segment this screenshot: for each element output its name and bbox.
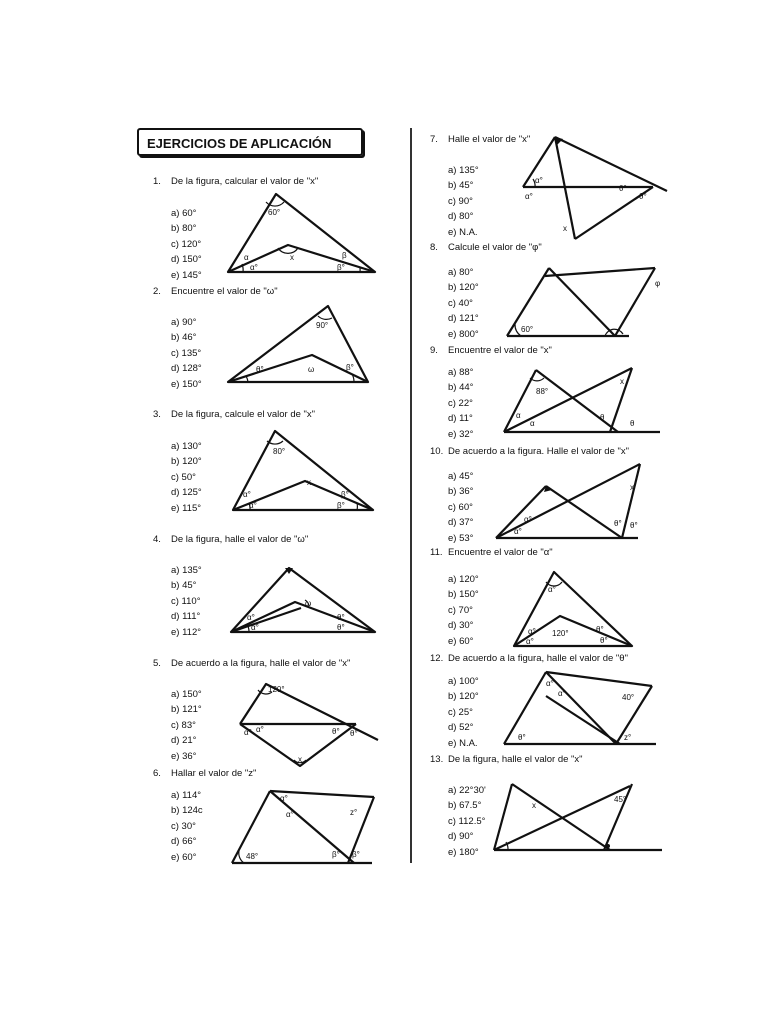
problem-number: 10. — [430, 446, 444, 457]
option[interactable]: a) 100° — [448, 676, 479, 687]
option[interactable]: b) 44° — [448, 382, 474, 394]
option[interactable]: d) 150° — [171, 254, 202, 266]
problem-1-question — [153, 176, 318, 187]
problem-3-options — [171, 439, 202, 516]
angle-label: α° — [250, 263, 258, 272]
option[interactable]: a) 80° — [448, 267, 474, 278]
option[interactable]: b) 80° — [171, 223, 197, 235]
option[interactable]: c) 60° — [448, 501, 473, 513]
option[interactable]: c) 50° — [171, 471, 196, 483]
angle-label: α° — [256, 725, 264, 734]
option[interactable]: d) 21° — [171, 735, 197, 747]
option[interactable]: b) 124c — [171, 805, 203, 817]
problem-12-figure — [500, 668, 660, 748]
option[interactable]: d) 37° — [448, 517, 474, 529]
angle-label: x — [298, 755, 302, 764]
angle-label: ω — [308, 365, 315, 374]
problem-number: 5. — [153, 658, 161, 669]
question-text: Calcule el valor de "φ" — [448, 242, 542, 253]
problem-13-question — [430, 754, 583, 765]
angle-label: z° — [350, 808, 358, 817]
option[interactable]: a) 130° — [171, 441, 202, 452]
question-text: De la figura, halle el valor de "ω" — [171, 534, 309, 545]
question-text: Halle el valor de "x" — [448, 134, 531, 145]
option[interactable]: a) 150° — [171, 689, 202, 700]
option[interactable]: c) 120° — [171, 238, 202, 250]
angle-label: θ° — [614, 519, 622, 528]
option[interactable]: b) 45° — [448, 180, 474, 192]
angle-label: α° — [247, 613, 255, 622]
question-text: Encuentre el valor de "x" — [448, 345, 552, 356]
angle-label: θ° — [337, 623, 345, 632]
option[interactable]: a) 135° — [171, 565, 202, 576]
option[interactable]: c) 110° — [171, 595, 201, 607]
angle-label: 80° — [273, 447, 286, 456]
option[interactable]: b) 121° — [171, 704, 202, 716]
angle-label: θ — [630, 419, 635, 428]
problem-number: 7. — [430, 134, 438, 145]
problem-7-options — [448, 163, 479, 240]
problem-8-question — [430, 242, 542, 253]
problem-1-figure — [220, 190, 380, 280]
question-text: De la figura, halle el valor de "x" — [448, 754, 583, 765]
problem-number: 9. — [430, 345, 438, 356]
angle-label: α° — [280, 794, 288, 803]
problem-2-options — [171, 315, 202, 392]
option[interactable]: b) 45° — [171, 580, 197, 592]
problem-4-options — [171, 563, 202, 640]
angle-label: x — [620, 377, 624, 386]
option[interactable]: c) 90° — [448, 195, 473, 207]
problem-6-question — [153, 768, 256, 779]
option[interactable]: e) 150° — [171, 378, 202, 390]
option[interactable]: b) 120° — [448, 691, 479, 703]
problem-4-question — [153, 534, 308, 545]
option[interactable]: a) 60° — [171, 208, 197, 219]
angle-label: α — [244, 253, 249, 262]
angle-label: θ° — [630, 521, 638, 530]
option[interactable]: c) 70° — [448, 604, 473, 616]
option[interactable]: d) 125° — [171, 487, 202, 499]
problem-number: 13. — [430, 754, 444, 765]
column-divider — [410, 128, 412, 863]
angle-label: α° — [525, 192, 533, 201]
problem-9-options — [448, 365, 473, 442]
option[interactable]: e) 145° — [171, 269, 202, 281]
problem-7-figure — [515, 133, 675, 243]
angle-label: 90° — [316, 321, 329, 330]
right-angle-mark — [606, 844, 610, 848]
problem-number: 11. — [430, 547, 443, 558]
option[interactable]: a) 90° — [171, 317, 197, 328]
problem-number: 3. — [153, 409, 161, 420]
option[interactable]: b) 120° — [448, 282, 479, 294]
problem-6-figure — [228, 785, 378, 865]
angle-label: α° — [251, 623, 259, 632]
angle-label: θ° — [256, 365, 264, 374]
problem-number: 12. — [430, 653, 444, 664]
problem-8-options — [448, 265, 479, 342]
angle-label: β° — [352, 850, 360, 859]
problem-9-figure — [500, 362, 665, 437]
option[interactable]: d) 121° — [448, 313, 479, 325]
problem-4-figure — [225, 560, 380, 640]
option[interactable]: c) 25° — [448, 706, 473, 718]
option[interactable]: d) 52° — [448, 722, 474, 734]
problem-number: 6. — [153, 768, 161, 779]
angle-label: β° — [346, 363, 354, 372]
question-text: De acuerdo a la figura, halle el valor de "θ" — [448, 653, 628, 664]
angle-label: ω — [305, 599, 312, 608]
angle-label: θ° — [600, 636, 608, 645]
angle-label: α° — [524, 515, 532, 524]
option[interactable]: e) 32° — [448, 428, 474, 440]
angle-label: θ° — [639, 192, 647, 201]
angle-label: x — [290, 253, 294, 262]
angle-label: z° — [624, 733, 632, 742]
option[interactable]: b) 150° — [448, 589, 479, 601]
angle-label: β° — [337, 501, 345, 510]
angle-label: 60° — [268, 208, 281, 217]
option[interactable]: c) 30° — [171, 820, 196, 832]
angle-label: 88° — [536, 387, 549, 396]
angle-label: 120° — [552, 629, 569, 638]
question-text: De la figura, calcular el valor de "x" — [171, 176, 319, 187]
option[interactable]: d) 66° — [171, 836, 197, 848]
angle-label: α° — [546, 679, 554, 688]
angle-label: β° — [337, 263, 345, 272]
option[interactable]: e) N.A. — [448, 737, 478, 749]
problem-9-question — [430, 345, 552, 356]
option[interactable]: b) 46° — [171, 332, 197, 344]
angle-label: θ — [600, 413, 605, 422]
problem-1-options — [171, 206, 202, 283]
angle-label: α° — [286, 810, 294, 819]
angle-label: 60° — [521, 325, 534, 334]
angle-label: α° — [548, 585, 556, 594]
option[interactable]: d) 90° — [448, 831, 474, 843]
angle-label: α° — [558, 689, 566, 698]
question-text: Hallar el valor de "z" — [171, 768, 257, 779]
angle-label: x — [307, 478, 311, 487]
option[interactable]: c) 40° — [448, 297, 473, 309]
option[interactable]: e) 115° — [171, 502, 202, 514]
option[interactable]: a) 45° — [448, 471, 474, 482]
angle-label: θ° — [332, 727, 340, 736]
angle-label: θ° — [619, 184, 627, 193]
option[interactable]: d) 30° — [448, 620, 474, 632]
problem-3-figure — [225, 425, 380, 515]
angle-label: α° — [514, 527, 522, 536]
problem-12-options — [448, 674, 479, 751]
problem-10-question — [430, 446, 629, 457]
option[interactable]: c) 22° — [448, 397, 473, 409]
option[interactable]: e) 60° — [448, 635, 474, 647]
option[interactable]: e) 53° — [448, 532, 474, 544]
option[interactable]: d) 80° — [448, 211, 474, 223]
question-text: De acuerdo a la figura, halle el valor de "x" — [171, 658, 351, 669]
angle-label: α — [516, 411, 521, 420]
angle-label: α° — [243, 490, 251, 499]
angle-label: θ° — [596, 625, 604, 634]
problem-number: 1. — [153, 176, 161, 187]
option[interactable]: e) 180° — [448, 846, 479, 858]
problem-number: 2. — [153, 286, 161, 297]
problem-11-options — [448, 572, 479, 649]
angle-label: β° — [341, 490, 349, 499]
angle-label: α° — [244, 728, 252, 737]
angle-label: φ — [655, 279, 661, 288]
problem-3-question — [153, 409, 315, 420]
option[interactable]: a) 114° — [171, 790, 202, 801]
problem-6-options — [171, 788, 203, 865]
option[interactable]: c) 112.5° — [448, 815, 486, 827]
problem-number: 8. — [430, 242, 438, 253]
page-title: EJERCICIOS DE APLICACIÓN — [137, 128, 363, 156]
option[interactable]: e) 800° — [448, 328, 479, 340]
angle-label: 48° — [246, 852, 259, 861]
problem-12-question — [430, 653, 628, 664]
problem-8-figure — [505, 258, 670, 340]
option[interactable]: d) 111° — [171, 611, 201, 623]
problem-13-options — [448, 783, 486, 860]
option[interactable]: d) 11° — [448, 413, 473, 425]
option[interactable]: d) 128° — [171, 363, 202, 375]
option[interactable]: c) 83° — [171, 719, 196, 731]
question-text: De acuerdo a la figura. Halle el valor de "x" — [448, 446, 630, 457]
option[interactable]: e) 36° — [171, 750, 197, 762]
problem-number: 4. — [153, 534, 161, 545]
angle-label: α° — [528, 627, 536, 636]
problem-2-figure — [220, 300, 380, 390]
question-text: Encuentre el valor de "ω" — [171, 286, 278, 297]
problem-5-question — [153, 658, 350, 669]
question-text: Encuentre el valor de "α" — [448, 547, 553, 558]
option[interactable]: b) 120° — [171, 456, 202, 468]
problem-11-figure — [510, 568, 640, 650]
problem-13-figure — [490, 780, 665, 855]
angle-label: x — [532, 801, 536, 810]
option[interactable]: b) 36° — [448, 486, 474, 498]
angle-label: β — [342, 251, 347, 260]
angle-label: x — [630, 483, 634, 492]
problem-11-question — [430, 547, 553, 558]
angle-label: x — [563, 224, 567, 233]
angle-label: 45° — [614, 795, 627, 804]
problem-5-figure — [230, 680, 385, 775]
angle-label: 120° — [268, 685, 285, 694]
question-text: De la figura, calcule el valor de "x" — [171, 409, 316, 420]
problem-2-question — [153, 286, 278, 297]
option[interactable]: c) 135° — [171, 347, 202, 359]
option[interactable]: a) 22°30' — [448, 785, 486, 796]
angle-label: α — [530, 419, 535, 428]
option[interactable]: e) N.A. — [448, 226, 478, 238]
angle-label: 40° — [622, 693, 635, 702]
problem-5-options — [171, 687, 202, 764]
angle-label: β° — [332, 850, 340, 859]
angle-label: θ° — [518, 733, 526, 742]
option[interactable]: a) 135° — [448, 165, 479, 176]
angle-label: θ° — [337, 613, 345, 622]
option[interactable]: e) 60° — [171, 851, 197, 863]
problem-10-figure — [492, 460, 652, 542]
angle-label: α° — [535, 176, 543, 185]
option[interactable]: a) 88° — [448, 367, 474, 378]
option[interactable]: b) 67.5° — [448, 800, 482, 812]
angle-label: α° — [526, 637, 534, 646]
angle-label: θ° — [350, 729, 358, 738]
option[interactable]: e) 112° — [171, 626, 202, 638]
angle-label: α° — [249, 501, 257, 510]
option[interactable]: a) 120° — [448, 574, 479, 585]
problem-10-options — [448, 469, 473, 546]
